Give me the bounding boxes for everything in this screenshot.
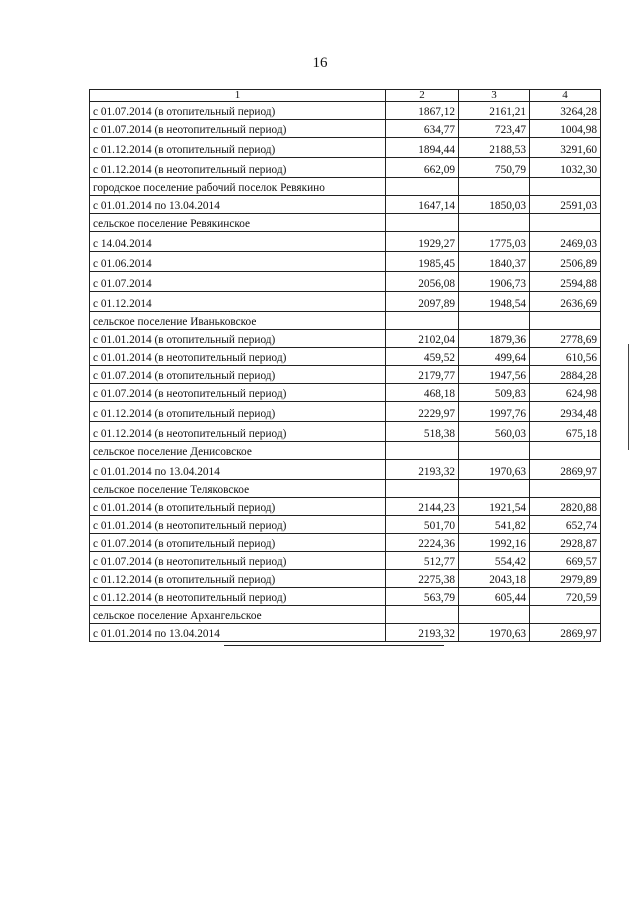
value-col-3: 723,47: [459, 120, 530, 138]
value-col-2: [386, 312, 459, 330]
row-label: с 14.04.2014: [90, 232, 386, 252]
table-row: [90, 498, 601, 516]
value-col-4: 2928,87: [530, 534, 601, 552]
value-col-3: 1850,03: [459, 196, 530, 214]
value-col-3: 509,83: [459, 384, 530, 402]
value-col-2: [386, 606, 459, 624]
value-col-2: 2056,08: [386, 272, 459, 292]
value-col-2: 1894,44: [386, 138, 459, 158]
table-row: [90, 402, 601, 422]
value-col-2: 2144,23: [386, 498, 459, 516]
table-row: [90, 534, 601, 552]
value-col-4: 3264,28: [530, 102, 601, 120]
table-row: [90, 330, 601, 348]
value-col-3: 1970,63: [459, 624, 530, 642]
value-col-3: 605,44: [459, 588, 530, 606]
value-col-4: [530, 606, 601, 624]
row-label: с 01.12.2014 (в неотопительный период): [90, 158, 386, 178]
value-col-4: 2778,69: [530, 330, 601, 348]
value-col-2: 2102,04: [386, 330, 459, 348]
value-col-3: 2161,21: [459, 102, 530, 120]
value-col-4: 610,56: [530, 348, 601, 366]
value-col-4: 1004,98: [530, 120, 601, 138]
value-col-3: 541,82: [459, 516, 530, 534]
value-col-3: 1921,54: [459, 498, 530, 516]
value-col-4: 2469,03: [530, 232, 601, 252]
row-label: с 01.07.2014 (в неотопительный период): [90, 120, 386, 138]
value-col-4: 2506,89: [530, 252, 601, 272]
value-col-4: 2591,03: [530, 196, 601, 214]
row-label: с 01.01.2014 (в отопительный период): [90, 498, 386, 516]
value-col-4: 1032,30: [530, 158, 601, 178]
value-col-2: 1867,12: [386, 102, 459, 120]
row-label: с 01.01.2014 по 13.04.2014: [90, 196, 386, 214]
table-row: [90, 422, 601, 442]
column-header-2: 2: [386, 90, 459, 102]
value-col-2: 1929,27: [386, 232, 459, 252]
value-col-2: 501,70: [386, 516, 459, 534]
value-col-3: 499,64: [459, 348, 530, 366]
value-col-4: 2869,97: [530, 460, 601, 480]
value-col-4: 2884,28: [530, 366, 601, 384]
row-label: с 01.01.2014 (в неотопительный период): [90, 348, 386, 366]
row-label: с 01.07.2014 (в неотопительный период): [90, 552, 386, 570]
value-col-2: [386, 442, 459, 460]
value-col-2: 2229,97: [386, 402, 459, 422]
value-col-4: 2934,48: [530, 402, 601, 422]
value-col-3: [459, 312, 530, 330]
table-row: [90, 120, 601, 138]
value-col-4: [530, 178, 601, 196]
value-col-2: 1647,14: [386, 196, 459, 214]
table-row: [90, 292, 601, 312]
value-col-2: 2275,38: [386, 570, 459, 588]
value-col-2: 2097,89: [386, 292, 459, 312]
row-label: сельское поселение Ревякинское: [90, 214, 386, 232]
value-col-4: 2979,89: [530, 570, 601, 588]
value-col-2: 2179,77: [386, 366, 459, 384]
table-row: [90, 516, 601, 534]
value-col-4: 3291,60: [530, 138, 601, 158]
table-row: [90, 214, 601, 232]
table-row: [90, 552, 601, 570]
value-col-2: 563,79: [386, 588, 459, 606]
bottom-divider: [224, 645, 444, 646]
table-row: [90, 384, 601, 402]
row-label: с 01.12.2014: [90, 292, 386, 312]
column-header-3: 3: [459, 90, 530, 102]
value-col-2: 2193,32: [386, 624, 459, 642]
row-label: с 01.07.2014 (в неотопительный период): [90, 384, 386, 402]
value-col-3: [459, 214, 530, 232]
table-row: [90, 196, 601, 214]
value-col-4: [530, 312, 601, 330]
margin-line: [628, 344, 629, 450]
value-col-3: 1879,36: [459, 330, 530, 348]
row-label: с 01.12.2014 (в неотопительный период): [90, 422, 386, 442]
value-col-3: 2188,53: [459, 138, 530, 158]
table-row: [90, 366, 601, 384]
value-col-3: 560,03: [459, 422, 530, 442]
row-label: городское поселение рабочий поселок Ревякино: [90, 178, 386, 196]
row-label: с 01.12.2014 (в отопительный период): [90, 402, 386, 422]
row-label: с 01.12.2014 (в отопительный период): [90, 138, 386, 158]
value-col-2: 512,77: [386, 552, 459, 570]
table-row: [90, 624, 601, 642]
value-col-2: [386, 214, 459, 232]
table-row: [90, 588, 601, 606]
row-label: с 01.01.2014 (в отопительный период): [90, 330, 386, 348]
value-col-3: [459, 442, 530, 460]
value-col-3: 2043,18: [459, 570, 530, 588]
row-label: с 01.07.2014: [90, 272, 386, 292]
row-label: с 01.07.2014 (в отопительный период): [90, 366, 386, 384]
column-header-4: 4: [530, 90, 601, 102]
table-row: [90, 460, 601, 480]
table-row: [90, 272, 601, 292]
table-row: [90, 312, 601, 330]
value-col-3: 1992,16: [459, 534, 530, 552]
value-col-4: [530, 442, 601, 460]
value-col-3: 1997,76: [459, 402, 530, 422]
table-row: [90, 570, 601, 588]
column-header-1: 1: [90, 90, 386, 102]
table-row: [90, 348, 601, 366]
value-col-3: 1948,54: [459, 292, 530, 312]
row-label: сельское поселение Денисовское: [90, 442, 386, 460]
row-label: с 01.01.2014 по 13.04.2014: [90, 624, 386, 642]
row-label: сельское поселение Иваньковское: [90, 312, 386, 330]
table-row: [90, 102, 601, 120]
table-row: [90, 158, 601, 178]
value-col-3: 554,42: [459, 552, 530, 570]
value-col-2: 518,38: [386, 422, 459, 442]
row-label: сельское поселение Архангельское: [90, 606, 386, 624]
row-label: с 01.01.2014 (в неотопительный период): [90, 516, 386, 534]
value-col-2: 662,09: [386, 158, 459, 178]
row-label: с 01.12.2014 (в отопительный период): [90, 570, 386, 588]
value-col-2: 1985,45: [386, 252, 459, 272]
value-col-4: 652,74: [530, 516, 601, 534]
value-col-4: 720,59: [530, 588, 601, 606]
value-col-4: 669,57: [530, 552, 601, 570]
value-col-3: 750,79: [459, 158, 530, 178]
value-col-3: 1970,63: [459, 460, 530, 480]
table-row: [90, 606, 601, 624]
value-col-4: 2820,88: [530, 498, 601, 516]
value-col-4: [530, 480, 601, 498]
value-col-4: 2636,69: [530, 292, 601, 312]
value-col-4: [530, 214, 601, 232]
page-number: 16: [312, 55, 328, 71]
table-row: [90, 442, 601, 460]
value-col-2: 2224,36: [386, 534, 459, 552]
value-col-4: 2869,97: [530, 624, 601, 642]
row-label: с 01.06.2014: [90, 252, 386, 272]
row-label: с 01.01.2014 по 13.04.2014: [90, 460, 386, 480]
row-label: с 01.07.2014 (в отопительный период): [90, 102, 386, 120]
value-col-3: 1775,03: [459, 232, 530, 252]
value-col-2: 459,52: [386, 348, 459, 366]
table-row: [90, 232, 601, 252]
value-col-3: 1906,73: [459, 272, 530, 292]
table-row: [90, 480, 601, 498]
value-col-3: [459, 480, 530, 498]
table-row: [90, 252, 601, 272]
tariff-table: [89, 89, 601, 642]
value-col-3: 1947,56: [459, 366, 530, 384]
value-col-3: 1840,37: [459, 252, 530, 272]
value-col-2: 2193,32: [386, 460, 459, 480]
table-header-row: [90, 90, 601, 102]
table-row: [90, 138, 601, 158]
value-col-3: [459, 606, 530, 624]
value-col-2: 634,77: [386, 120, 459, 138]
value-col-2: [386, 480, 459, 498]
value-col-2: 468,18: [386, 384, 459, 402]
row-label: сельское поселение Теляковское: [90, 480, 386, 498]
row-label: с 01.07.2014 (в отопительный период): [90, 534, 386, 552]
value-col-4: 624,98: [530, 384, 601, 402]
value-col-2: [386, 178, 459, 196]
row-label: с 01.12.2014 (в неотопительный период): [90, 588, 386, 606]
value-col-4: 675,18: [530, 422, 601, 442]
value-col-4: 2594,88: [530, 272, 601, 292]
table-row: [90, 178, 601, 196]
value-col-3: [459, 178, 530, 196]
